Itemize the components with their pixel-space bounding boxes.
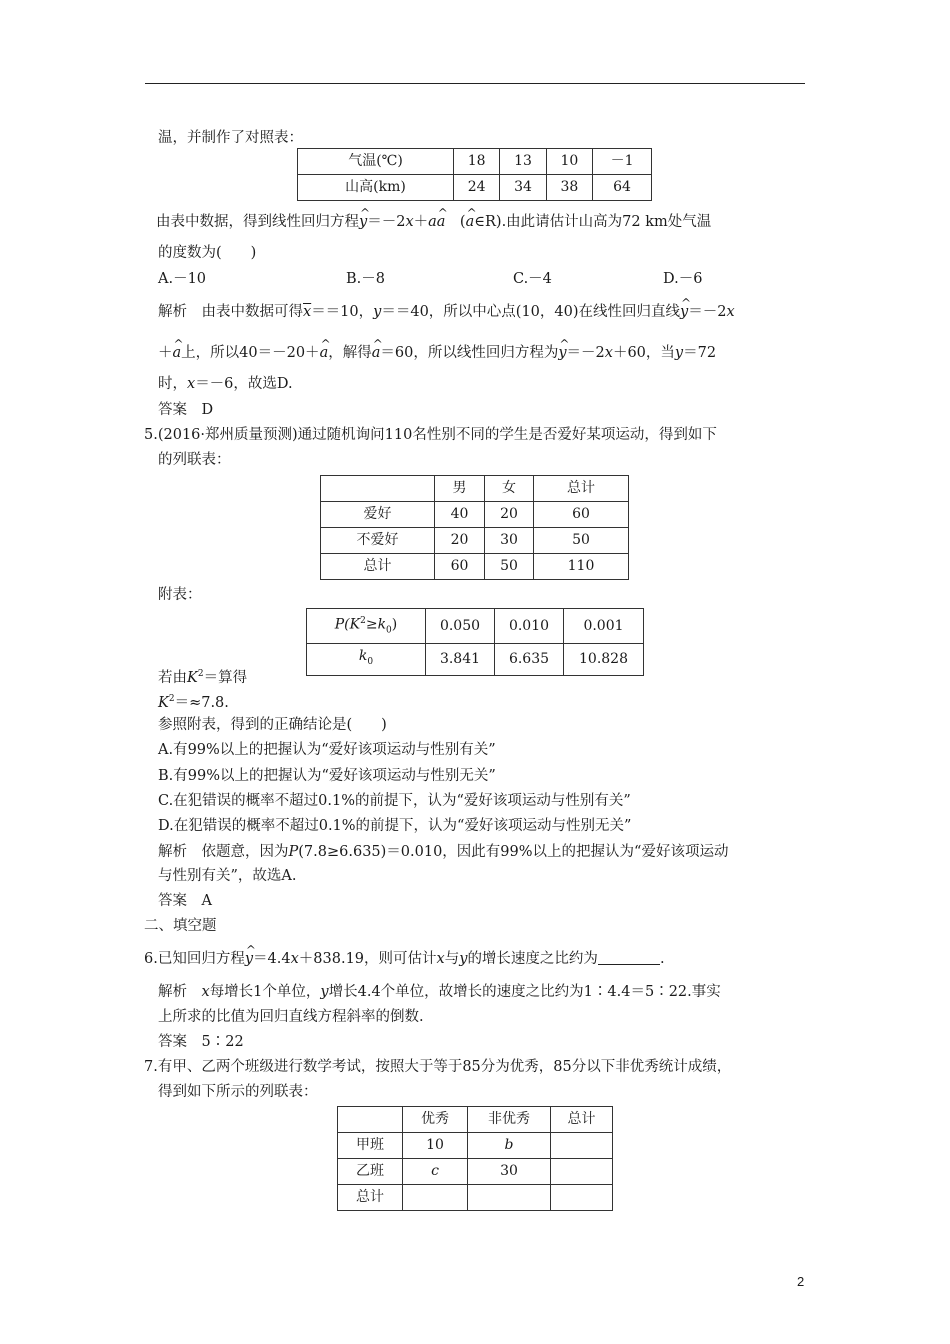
q4-sol-text: ＝－2 [566, 345, 605, 361]
table-row [338, 1159, 613, 1185]
var-K: K [187, 669, 198, 686]
text: 的增长速度之比约为 [467, 951, 598, 967]
table-cell [551, 1133, 613, 1159]
table-row [338, 1185, 613, 1211]
q5-option-a: A.有99%以上的把握认为“爱好该项运动与性别有关” [158, 742, 496, 758]
q4-sol-text: ＋60，当 [612, 345, 675, 361]
q4-solution-line3 [158, 374, 293, 394]
table-header [338, 1107, 403, 1133]
table-row [321, 476, 629, 502]
q4-sol-text: ＝72 [683, 345, 717, 361]
q4-answer: 答案 D [158, 402, 214, 418]
q4-sol-text: 上，所以40＝－20＋ [181, 345, 320, 361]
var-y: y [373, 304, 382, 320]
table-cell: 34 [500, 175, 546, 201]
table-cell [307, 644, 426, 676]
table-cell: 不爱好 [321, 528, 435, 554]
var-P: P [288, 844, 299, 860]
var-x: x [436, 951, 445, 967]
y-hat: ^ y [245, 949, 253, 969]
table-cell [551, 1185, 613, 1211]
a-hat: ^ a [173, 343, 182, 363]
table-row [298, 175, 652, 201]
var-y: y [320, 984, 329, 1000]
text: ＝≈7.8. [174, 694, 229, 711]
table-cell: 10 [546, 149, 592, 175]
y-hat: ^ y [359, 212, 367, 232]
var-x: x [405, 214, 414, 230]
table-cell: －1 [593, 149, 652, 175]
q4-sol-text: ＝－6，故选D. [195, 376, 293, 392]
q4-option-a: A.－10 [158, 271, 207, 287]
table-cell: 10 [403, 1133, 468, 1159]
table-cell: 13 [500, 149, 546, 175]
table-cell: 3.841 [426, 644, 495, 676]
q4-sol-text: ＝＝10， [311, 304, 374, 320]
q5-contingency-table [320, 475, 629, 580]
a-hat: ^ a [466, 212, 475, 232]
table-cell: 38 [546, 175, 592, 201]
table-row [321, 554, 629, 580]
header-rule [145, 83, 805, 84]
table-cell [551, 1159, 613, 1185]
var-x: x [604, 345, 613, 361]
var-y: y [674, 345, 684, 361]
table-cell: 爱好 [321, 502, 435, 528]
text: ＋838.19，则可估计 [298, 951, 437, 967]
table-cell: 50 [485, 554, 534, 580]
var-x: x [201, 984, 210, 1000]
q5-option-b: B.有99%以上的把握认为“爱好该项运动与性别无关” [158, 768, 496, 784]
text: 解析 [158, 984, 202, 1000]
table-header: 非优秀 [468, 1107, 551, 1133]
sub: 0 [386, 625, 392, 636]
table-row [307, 609, 644, 644]
text: 每增长1个单位， [209, 984, 321, 1000]
q4-solution-line2 [158, 343, 716, 363]
x-bar: $\overline{x}$ [303, 304, 312, 320]
text: (7.8≥6.635)＝0.010，因此有99%以上的把握认为“爱好该项运动 [298, 844, 729, 860]
table-cell: 6.635 [495, 644, 564, 676]
table-row [321, 528, 629, 554]
q6-stem [144, 949, 665, 969]
table-row [307, 644, 644, 676]
q4-stem-line2: 的度数为( ) [158, 245, 257, 261]
q4-sol-text: ＝＝40，所以中心点(10，40)在线性回归直线 [381, 304, 681, 320]
table-cell: 20 [485, 502, 534, 528]
table-cell: 60 [534, 502, 629, 528]
var-x: x [726, 304, 735, 320]
table-cell: 山高(km) [298, 175, 454, 201]
y-hat: ^ y [558, 343, 566, 363]
q4-stem-text: 由表中数据，得到线性回归方程 [156, 214, 359, 230]
q4-sol-text: ，解得 [328, 345, 372, 361]
text: 6.已知回归方程 [144, 951, 245, 967]
critical-values-table [306, 608, 644, 676]
q5-stem-line2: 的列联表： [158, 452, 231, 468]
label-text: k [377, 616, 387, 633]
table-cell: b [468, 1133, 551, 1159]
label-text: K [349, 616, 361, 633]
intro-text: 温，并制作了对照表： [158, 130, 303, 146]
sup: 2 [197, 669, 204, 679]
text: ＝4.4 [253, 951, 291, 967]
q5-solution-line2: 与性别有关”，故选A. [158, 868, 297, 884]
table-cell: 60 [435, 554, 485, 580]
table-cell: 24 [454, 175, 500, 201]
table-header: 总计 [551, 1107, 613, 1133]
q4-sol-text: 解析 由表中数据可得 [158, 304, 303, 320]
table-cell: 30 [485, 528, 534, 554]
table-cell: 50 [534, 528, 629, 554]
table-header: 总计 [534, 476, 629, 502]
q5-answer: 答案 A [158, 893, 212, 909]
q4-sol-text: ＝60，所以线性回归方程为 [380, 345, 559, 361]
q4-stem-text: ＋ [413, 214, 429, 230]
table-header [321, 476, 435, 502]
text: 与 [444, 951, 460, 967]
text: . [659, 951, 665, 967]
q4-solution-line1 [158, 302, 735, 322]
var-y: y [459, 951, 468, 967]
q4-sol-text: ＋ [158, 345, 173, 361]
table-row [338, 1133, 613, 1159]
var-a: a [428, 214, 437, 230]
y-hat: ^ y [680, 302, 688, 322]
q5-option-c: C.在犯错误的概率不超过0.1%的前提下，认为“爱好该项运动与性别有关” [158, 793, 631, 809]
q6-solution-line2: 上所求的比值为回归直线方程斜率的倒数. [158, 1009, 424, 1025]
table-cell: 0.010 [495, 609, 564, 644]
table-cell: 0.050 [426, 609, 495, 644]
q5-solution-line1 [158, 842, 728, 862]
table-row [321, 502, 629, 528]
table-header: 优秀 [403, 1107, 468, 1133]
sup: 2 [360, 616, 366, 626]
sup: 2 [168, 694, 175, 704]
q7-stem-line2: 得到如下所示的列联表： [158, 1084, 318, 1100]
q4-option-d: D.－6 [663, 271, 703, 287]
var-x: x [187, 376, 196, 392]
label-text: ) [391, 616, 398, 633]
table-cell: 110 [534, 554, 629, 580]
table-cell: 总计 [321, 554, 435, 580]
q6-answer: 答案 5∶22 [158, 1034, 244, 1050]
table-header: 男 [435, 476, 485, 502]
temperature-height-table [297, 148, 652, 201]
table-cell [307, 609, 426, 644]
label-text: ≥ [365, 616, 378, 633]
table-cell: 18 [454, 149, 500, 175]
table-cell: 10.828 [564, 644, 644, 676]
answer-blank [598, 950, 660, 965]
label-text: P( [334, 616, 350, 633]
label-text: k [358, 648, 368, 665]
sub: 0 [367, 657, 374, 668]
page-number: 2 [797, 1274, 805, 1289]
q7-stem-line1: 7.有甲、乙两个班级进行数学考试，按照大于等于85分为优秀，85分以下非优秀统计成绩， [144, 1059, 732, 1075]
q5-reference: 参照附表，得到的正确结论是( ) [158, 717, 387, 733]
text: 若由 [158, 669, 187, 686]
q6-solution-line1 [158, 982, 721, 1002]
q7-contingency-table [337, 1106, 613, 1211]
text: 解析 依题意，因为 [158, 844, 289, 860]
table-cell [468, 1185, 551, 1211]
table-cell: 甲班 [338, 1133, 403, 1159]
text: ＝算得 [203, 669, 248, 686]
table-cell: 40 [435, 502, 485, 528]
var-x: x [290, 951, 299, 967]
table-row [338, 1107, 613, 1133]
section-heading: 二、填空题 [144, 918, 217, 934]
table-cell: 0.001 [564, 609, 644, 644]
q4-option-b: B.－8 [346, 271, 385, 287]
q5-stem-line1: 5.(2016·郑州质量预测)通过随机询问110名性别不同的学生是否爱好某项运动，得到如下 [144, 427, 717, 443]
table-cell: 总计 [338, 1185, 403, 1211]
table-cell [403, 1185, 468, 1211]
q5-computation-line2 [158, 689, 229, 713]
table-cell: 30 [468, 1159, 551, 1185]
table-cell: 20 [435, 528, 485, 554]
q5-option-d: D.在犯错误的概率不超过0.1%的前提下，认为“爱好该项运动与性别无关” [158, 818, 632, 834]
q4-stem-text: ∈R).由此请估计山高为72 km处气温 [474, 214, 712, 230]
table-cell: c [403, 1159, 468, 1185]
text: 增长4.4个单位，故增长的速度之比约为1∶4.4＝5∶22.事实 [328, 984, 721, 1000]
q4-stem-text: ＝－2 [367, 214, 406, 230]
q4-stem-line1: 由表中数据，得到线性回归方程^ y＝－2x＋a^ a (^ a∈R).由此请估计山高为72 km处气温 [156, 212, 711, 232]
q4-sol-text: 时， [158, 376, 187, 392]
q4-option-c: C.－4 [513, 271, 552, 287]
table-header: 女 [485, 476, 534, 502]
q4-sol-text: ＝－2 [688, 304, 727, 320]
table-cell: 气温(℃) [298, 149, 454, 175]
a-hat: ^ a [437, 212, 446, 232]
q5-computation-line1 [158, 664, 247, 688]
appendix-label: 附表： [158, 587, 202, 603]
var-K: K [158, 694, 169, 711]
table-cell: 64 [593, 175, 652, 201]
a-hat: ^ a [320, 343, 329, 363]
a-hat: ^ a [372, 343, 381, 363]
table-cell: 乙班 [338, 1159, 403, 1185]
table-row [298, 149, 652, 175]
